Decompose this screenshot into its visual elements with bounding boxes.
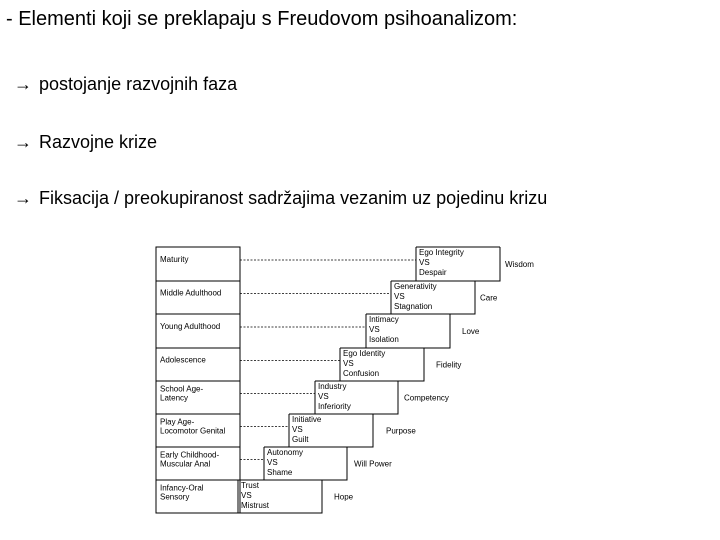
virtue-label: Fidelity	[436, 360, 462, 370]
crisis-label: Initiative	[292, 415, 322, 424]
crisis-label: VS	[343, 359, 354, 368]
virtue-label: Will Power	[354, 459, 392, 469]
crisis-label: VS	[369, 325, 380, 334]
arrow-right-icon: →	[14, 74, 32, 94]
stage-column	[156, 247, 240, 513]
bullet-text: postojanje razvojnih faza	[39, 74, 238, 94]
stage-label: Young Adulthood	[160, 322, 221, 331]
stage-label: School Age-	[160, 384, 204, 394]
slide-title: - Elementi koji se preklapaju s Freudovom psihoanalizom:	[6, 8, 518, 30]
arrow-right-icon: →	[14, 132, 32, 152]
crisis-label: Confusion	[343, 369, 380, 378]
stage-label: Infancy-Oral	[160, 483, 204, 493]
stage-label: Early Childhood-	[160, 450, 220, 460]
stage-label: Latency	[160, 393, 189, 403]
crisis-label: VS	[241, 491, 252, 500]
bullet-text: Fiksacija / preokupiranost sadržajima vezanim uz pojedinu krizu	[39, 188, 548, 208]
crisis-label: VS	[292, 425, 303, 434]
stage-label: Maturity	[160, 255, 189, 264]
crisis-label: Ego Identity	[343, 349, 386, 358]
crisis-label: VS	[394, 292, 405, 301]
virtue-label: Hope	[334, 492, 354, 502]
crisis-label: VS	[419, 258, 430, 267]
crisis-label: VS	[267, 458, 278, 467]
crisis-label: Shame	[267, 468, 293, 477]
crisis-label: Autonomy	[267, 448, 304, 457]
crisis-label: Industry	[318, 382, 347, 391]
crisis-label: Ego Integrity	[419, 248, 464, 257]
crisis-label: Inferiority	[318, 402, 351, 411]
stage-label: Muscular Anal	[160, 459, 211, 469]
crisis-label: Despair	[419, 268, 447, 277]
crisis-label: VS	[318, 392, 329, 401]
crisis-label: Intimacy	[369, 315, 399, 324]
stage-label: Locomotor Genital	[160, 426, 226, 436]
virtue-label: Competency	[404, 393, 449, 403]
crisis-label: Mistrust	[241, 501, 269, 510]
crisis-label: Generativity	[394, 282, 437, 291]
stage-label: Middle Adulthood	[160, 288, 222, 298]
crisis-label: Stagnation	[394, 302, 433, 311]
stage-label: Play Age-	[160, 417, 195, 427]
virtue-label: Care	[480, 293, 498, 303]
crisis-label: Guilt	[292, 435, 309, 444]
stage-label: Adolescence	[160, 355, 206, 365]
arrow-right-icon: →	[14, 188, 32, 208]
stage-label: Sensory	[160, 492, 190, 502]
virtue-label: Wisdom	[505, 260, 534, 269]
crisis-label: Trust	[241, 481, 259, 490]
virtue-label: Purpose	[386, 426, 416, 436]
virtue-label: Love	[462, 327, 480, 336]
crisis-label: Isolation	[369, 335, 399, 344]
bullet-text: Razvojne krize	[39, 132, 158, 152]
